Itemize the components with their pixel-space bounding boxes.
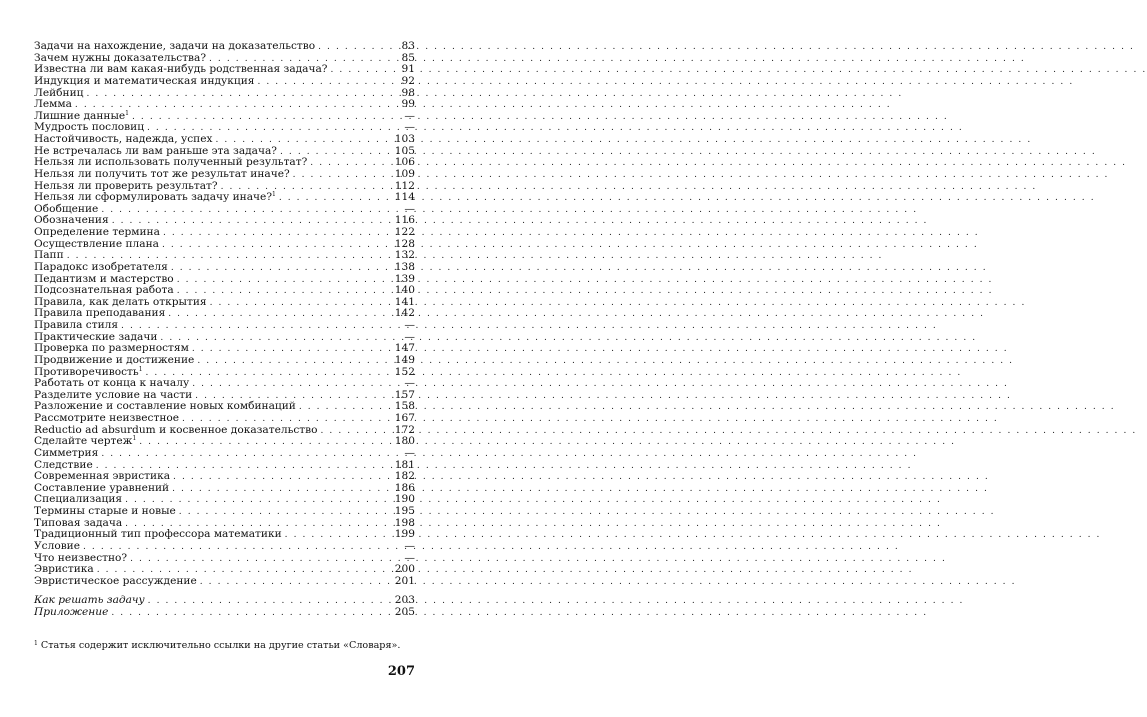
toc-entry-page: 91 [401,63,415,76]
toc-entry-title-text: Противоречивость [34,365,139,378]
dot-leader [171,263,392,275]
toc-entry-page: 112 [394,179,415,192]
toc-entry-page: 182 [394,470,415,483]
toc-entry-title-text: Известна ли вам какая-нибудь родственная задача? [34,63,328,76]
toc-entry-page: 167 [394,412,415,424]
toc-entry-page: 109 [394,167,415,180]
dot-leader [172,484,392,496]
toc-entry-page: 122 [394,226,415,238]
toc-entry-page: 181 [394,458,415,471]
page-number: 207 [387,664,415,679]
toc-entry-title-text: Приложение [34,606,109,618]
toc-entry-page: 106 [394,156,415,169]
toc-entry-page: — [404,202,415,215]
toc-entry-page: — [404,446,415,459]
toc-entry-title-text: Термины старые и новые [34,505,176,517]
toc-entry-page: 98 [401,86,415,99]
dot-leader [310,158,391,170]
toc-entry-page: 92 [401,74,415,87]
toc-entry-title-text: Нельзя ли получить тот же результат иначе? [34,167,290,180]
toc-entry-title-text: Специализация [34,493,123,506]
toc-entry-title [34,576,200,588]
toc-entry-title-text: Не встречалась ли вам раньше эта задача? [34,144,277,157]
toc-entry-title-text: Следствие [34,458,93,471]
toc-entry-title-text: Педантизм и мастерство [34,272,174,285]
dot-leader [162,240,392,252]
toc-entry-page: 180 [394,435,415,448]
toc-entry-title-text: Как решать задачу [34,594,145,607]
toc-entry-title-text: Составление уравнений [34,481,170,494]
toc-entry-title-text: Разложение и составление новых комбинаций [34,400,296,413]
toc-entry-page: — [404,539,415,552]
toc-entry-page: 85 [401,51,415,64]
toc-entry-page: 105 [394,144,415,157]
toc-entry-title-text: Правила, как делать открытия [34,295,207,308]
toc-entry-page: 142 [394,307,415,320]
dot-leader [192,344,392,356]
toc-entry-page: 116 [394,214,415,227]
book-page [0,0,450,717]
footnote-mark: 1 [34,640,38,647]
toc-entry-page: 141 [394,295,415,308]
toc-entry-title-text: Мудрость пословиц [34,121,145,134]
dot-leader [132,112,394,124]
dot-leader [279,193,392,205]
toc-entry-page: 205 [394,606,415,618]
toc-entry [34,239,415,251]
toc-entry-title-text: Парадокс изобретателя [34,260,168,273]
footnote-ref: 1 [132,435,137,443]
toc-entry-page: 199 [394,528,415,541]
toc-entry [34,529,415,541]
dot-leader [130,554,394,566]
toc-entry-page: 139 [394,272,415,285]
toc-entry-title-text: Эвристика [34,563,94,576]
toc-entry-title-text: Индукция и математическая индукция [34,74,255,87]
toc-entry-page: 158 [394,400,415,413]
footnote [34,640,415,652]
toc-entry-title-text: Традиционный тип профессора математики [34,528,282,541]
toc-entry-title-text: Задачи на нахождение, задачи на доказательство [34,40,316,52]
toc-entry-title-text: Симметрия [34,446,99,459]
toc-entry-page: 138 [394,260,415,273]
dot-leader [197,356,391,368]
dot-leader [111,608,391,620]
toc-entry-title-text: Разделите условие на части [34,388,193,401]
toc-entry [34,607,415,619]
toc-entry-title-text: Зачем нужны доказательства? [34,51,207,64]
toc-entry-title-text: Сделайте чертеж [34,435,133,448]
toc-entry-title-text: Рассмотрите неизвестное [34,412,180,424]
toc-entry-page: 132 [394,249,415,262]
toc-entry-title-text: Правила преподавания [34,307,166,320]
dot-leader [160,333,394,345]
dot-leader [101,205,394,217]
table-of-contents [34,41,415,619]
dot-leader [257,77,394,89]
toc-entry-page: — [404,109,415,122]
toc-entry-page: 203 [394,594,415,607]
toc-entry-page: 152 [394,365,415,378]
toc-entry-title-text: Практические задачи [34,330,158,343]
dot-leader [173,472,392,484]
toc-entry-title-text: Обобщение [34,202,99,215]
toc-entry-page: — [404,551,415,564]
toc-entry-page: 172 [394,423,415,436]
toc-entry-title-text: Правила стиля [34,319,119,331]
toc-entry-page: — [404,330,415,343]
toc-entry-title-text: Осуществление плана [34,237,159,250]
dot-leader [331,65,395,77]
dot-leader [318,42,394,54]
dot-leader [321,426,392,438]
dot-leader [285,530,392,542]
toc-entry-page: 195 [394,505,415,517]
toc-entry-page: 114 [394,191,415,204]
toc-entry-title-text: Типовая задача [34,516,123,529]
footnote-ref: 1 [125,109,129,117]
toc-entry-title-text: Лейбниц [34,86,84,99]
dot-leader [163,228,392,240]
toc-entry-page: 83 [401,40,415,52]
dot-leader [168,309,392,321]
toc-entry-page: 140 [394,284,415,297]
dot-leader [121,321,394,333]
footnote-text: Статья содержит исключительно ссылки на другие статьи «Словаря». [40,640,401,651]
toc-entry-title-text: Проверка по размерностям [34,342,189,355]
toc-entry [34,88,415,100]
toc-entry-title-text: Лемма [34,98,72,111]
toc-entry-page: 200 [394,563,415,576]
footnote-ref: 1 [272,191,276,199]
toc-entry-title-text: Условие [34,539,80,552]
dot-leader [86,89,394,101]
toc-entry [34,76,415,88]
toc-entry-title-text: Папп [34,249,64,262]
dot-leader [192,379,394,391]
toc-entry-title [34,607,111,619]
toc-entry-title-text: Работать от конца к началу [34,377,190,390]
toc-entry-page: 157 [394,388,415,401]
toc-entry-page: — [404,121,415,134]
toc-entry-title-text: Нельзя ли проверить результат? [34,179,218,192]
toc-entry-page: 128 [394,237,415,250]
toc-entry-page: — [404,377,415,390]
toc-entry-title-text: Обозначения [34,214,109,227]
dot-leader [139,437,392,449]
toc-entry-title-text: Настойчивость, надежда, успех [34,133,213,145]
toc-entry-title-text: Определение термина [34,226,160,238]
dot-leader [177,275,392,287]
toc-entry-page: 190 [394,493,415,506]
toc-entry-page: 99 [401,98,415,111]
toc-entry-title-text: Нельзя ли использовать полученный результат? [34,156,308,169]
toc-entry [34,576,415,588]
toc-entry-title-text: Лишние данные [34,109,126,122]
toc-entry-title-text: Что неизвестно? [34,551,128,564]
toc-entry-title-text: Подсознательная работа [34,284,174,297]
toc-entry-title-text: Современная эвристика [34,470,171,483]
dot-leader [210,298,392,310]
toc-entry-page: — [404,319,415,331]
dot-leader [179,507,392,519]
toc-entry-title-text: Нельзя ли сформулировать задачу иначе? [34,191,273,204]
toc-entry-page: 147 [394,342,415,355]
toc-entry-page: 198 [394,516,415,529]
toc-entry-page: 103 [394,133,415,145]
footnote-ref: 1 [138,365,143,373]
toc-entry-title-text: Reductio ad absurdum и косвенное доказательство [34,423,318,436]
dot-leader [299,402,392,414]
dot-leader [101,449,394,461]
toc-entry-title-text: Продвижение и достижение [34,353,195,366]
dot-leader [200,577,392,589]
toc-entry-page: 186 [394,481,415,494]
dot-leader [148,596,392,608]
dot-leader [293,170,392,182]
toc-entry-title-text: Эвристическое рассуждение [34,574,197,587]
toc-entry-page: 201 [394,574,415,587]
toc-entry-page: 149 [394,353,415,366]
